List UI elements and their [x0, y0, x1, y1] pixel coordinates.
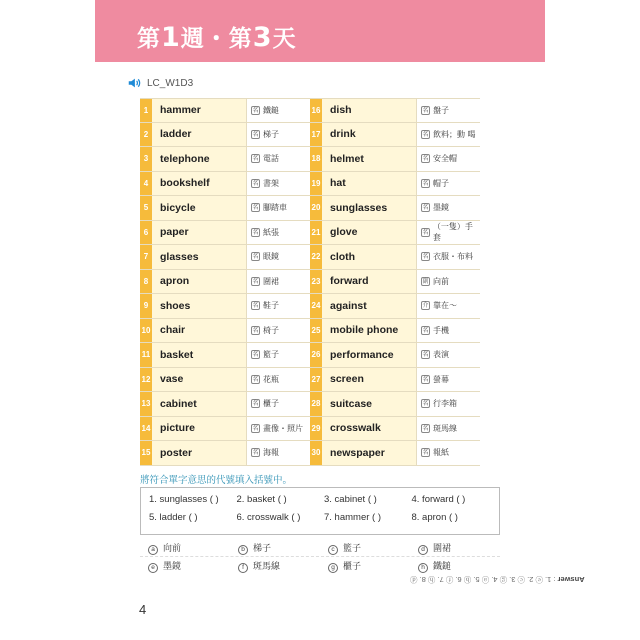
vocab-meaning: 腳踏車 — [263, 203, 287, 213]
vocab-meaning-cell — [417, 221, 480, 245]
part-of-speech-badge: 名 — [252, 130, 259, 138]
part-of-speech-badge: 名 — [422, 155, 429, 163]
vocab-meaning: 靠在～ — [433, 301, 457, 311]
exercise-question[interactable]: 7. hammer ( ) — [324, 512, 382, 523]
vocab-row — [310, 270, 480, 295]
vocab-word: chair — [152, 319, 247, 343]
vocab-word: bicycle — [152, 196, 247, 220]
vocab-meaning: 報紙 — [433, 448, 449, 458]
speaker-icon[interactable] — [127, 76, 141, 90]
vocab-row — [310, 172, 480, 197]
vocab-number: 21 — [310, 221, 322, 245]
answer-option — [230, 559, 320, 573]
vocab-meaning-cell — [417, 368, 480, 392]
vocab-number: 9 — [140, 294, 152, 318]
vocab-meaning: 眼鏡 — [263, 252, 279, 262]
vocab-meaning-cell — [417, 392, 480, 416]
part-of-speech-badge: 名 — [422, 130, 429, 138]
vocab-row — [310, 245, 480, 270]
vocab-meaning-cell — [247, 392, 310, 416]
vocab-table — [140, 98, 606, 466]
exercise-row — [149, 512, 499, 530]
vocab-column-left — [140, 98, 310, 466]
vocab-word: against — [322, 294, 417, 318]
part-of-speech-badge: 名 — [252, 253, 259, 261]
vocab-row — [310, 123, 480, 148]
vocab-number: 16 — [310, 99, 322, 122]
vocab-word: poster — [152, 441, 247, 465]
part-of-speech-badge: 名 — [252, 106, 259, 114]
option-text: 向前 — [163, 543, 182, 554]
vocab-meaning-cell — [247, 294, 310, 318]
option-letter: h — [418, 563, 428, 573]
vocab-row — [140, 368, 310, 393]
part-of-speech-badge: 名 — [252, 155, 259, 163]
page-title — [137, 20, 297, 53]
option-letter: b — [238, 545, 248, 555]
part-of-speech-badge: 名 — [252, 179, 259, 187]
day-header — [95, 0, 545, 62]
vocab-row — [140, 270, 310, 295]
vocab-number: 27 — [310, 368, 322, 392]
vocab-row — [310, 294, 480, 319]
vocab-meaning-cell — [417, 294, 480, 318]
vocab-meaning-cell — [247, 417, 310, 441]
part-of-speech-badge: 名 — [422, 326, 429, 334]
vocab-meaning-cell — [247, 196, 310, 220]
vocab-meaning: 安全帽 — [433, 154, 457, 164]
vocab-meaning-cell — [247, 123, 310, 147]
vocab-number: 25 — [310, 319, 322, 343]
part-of-speech-badge: 名 — [252, 449, 259, 457]
vocab-meaning-cell — [247, 147, 310, 171]
audio-track[interactable] — [127, 75, 193, 91]
vocab-word: hammer — [152, 99, 247, 122]
part-of-speech-badge: 名 — [252, 375, 259, 383]
vocab-meaning: 籃子 — [263, 350, 279, 360]
part-of-speech-badge: 名 — [252, 302, 259, 310]
vocab-meaning-cell — [417, 123, 480, 147]
exercise-question[interactable]: 5. ladder ( ) — [149, 512, 198, 523]
vocab-row — [310, 417, 480, 442]
exercise-question[interactable]: 2. basket ( ) — [236, 494, 287, 505]
vocab-word: cloth — [322, 245, 417, 269]
vocab-meaning: 鐵鎚 — [263, 105, 279, 115]
vocab-word: cabinet — [152, 392, 247, 416]
vocab-meaning-cell — [247, 343, 310, 367]
option-text: 墨鏡 — [163, 562, 182, 572]
vocab-number: 12 — [140, 368, 152, 392]
vocab-number: 1 — [140, 99, 152, 122]
vocab-number: 3 — [140, 147, 152, 171]
vocab-meaning-cell — [247, 441, 310, 465]
part-of-speech-badge: 名 — [252, 400, 259, 408]
option-letter: g — [328, 563, 338, 573]
exercise-question[interactable]: 3. cabinet ( ) — [324, 494, 377, 505]
answer-option — [410, 559, 500, 573]
option-text: 圍裙 — [433, 543, 452, 554]
vocab-meaning: 櫃子 — [263, 399, 279, 409]
vocab-meaning-cell — [247, 245, 310, 269]
answer-option — [410, 541, 500, 555]
vocab-meaning-cell — [417, 172, 480, 196]
part-of-speech-badge: 名 — [422, 179, 429, 187]
vocab-word: newspaper — [322, 441, 417, 465]
vocab-word: crosswalk — [322, 417, 417, 441]
vocab-row — [140, 196, 310, 221]
vocab-meaning: 帽子 — [433, 178, 449, 188]
vocab-meaning: 書架 — [263, 178, 279, 188]
part-of-speech-badge: 名 — [422, 106, 429, 114]
part-of-speech-badge: 名 — [252, 326, 259, 334]
option-letter: c — [328, 545, 338, 555]
vocab-word: sunglasses — [322, 196, 417, 220]
vocab-row — [310, 221, 480, 246]
day-number: 3 — [252, 22, 273, 53]
vocab-meaning: 紙張 — [263, 227, 279, 237]
exercise-question[interactable]: 1. sunglasses ( ) — [149, 494, 219, 505]
answer-text: 1. ⓔ 2. ⓒ 3. ⓖ 4. ⓐ 5. ⓑ 6. ⓕ 7. ⓗ 8. ⓓ — [410, 575, 552, 584]
vocab-meaning-cell — [417, 441, 480, 465]
option-letter: d — [418, 545, 428, 555]
vocab-word: picture — [152, 417, 247, 441]
vocab-word: performance — [322, 343, 417, 367]
answer-label: Answer — [557, 575, 585, 584]
vocab-meaning: 椅子 — [263, 325, 279, 335]
vocab-number: 14 — [140, 417, 152, 441]
vocab-number: 4 — [140, 172, 152, 196]
vocab-word: ladder — [152, 123, 247, 147]
vocab-number: 29 — [310, 417, 322, 441]
vocab-row — [310, 196, 480, 221]
vocab-word: apron — [152, 270, 247, 294]
title-prefix: 第 — [137, 26, 161, 52]
vocab-word: bookshelf — [152, 172, 247, 196]
vocab-word: glove — [322, 221, 417, 245]
vocab-number: 6 — [140, 221, 152, 245]
vocab-number: 24 — [310, 294, 322, 318]
option-row — [140, 557, 500, 575]
vocab-number: 17 — [310, 123, 322, 147]
vocab-number: 22 — [310, 245, 322, 269]
vocab-meaning: 螢幕 — [433, 374, 449, 384]
vocab-row — [140, 294, 310, 319]
part-of-speech-badge: 名 — [422, 375, 429, 383]
vocab-column-right — [310, 98, 480, 466]
answer-option — [230, 541, 320, 555]
exercise-question[interactable]: 4. forward ( ) — [411, 494, 466, 505]
vocab-meaning-cell — [247, 319, 310, 343]
vocab-row — [310, 392, 480, 417]
title-mid: 週・第 — [180, 26, 253, 52]
vocab-word: drink — [322, 123, 417, 147]
title-suffix: 天 — [272, 26, 297, 52]
option-row — [140, 539, 500, 557]
vocab-word: glasses — [152, 245, 247, 269]
vocab-row — [140, 245, 310, 270]
vocab-word: hat — [322, 172, 417, 196]
vocab-row — [310, 98, 480, 123]
exercise-questions — [140, 487, 500, 535]
vocab-meaning-cell — [417, 196, 480, 220]
vocab-meaning: 墨鏡 — [433, 203, 449, 213]
part-of-speech-badge: 副 — [422, 277, 429, 285]
exercise-question[interactable]: 8. apron ( ) — [411, 512, 458, 523]
vocab-meaning: 手機 — [433, 325, 449, 335]
vocab-row — [140, 147, 310, 172]
audio-label: LC_W1D3 — [147, 77, 194, 89]
vocab-number: 5 — [140, 196, 152, 220]
vocab-meaning-cell — [247, 368, 310, 392]
vocab-meaning: 斑馬線 — [433, 423, 457, 433]
vocab-meaning-cell — [417, 417, 480, 441]
vocab-number: 11 — [140, 343, 152, 367]
vocab-meaning: （一隻）手套 — [432, 222, 473, 243]
vocab-number: 19 — [310, 172, 322, 196]
vocab-row — [310, 368, 480, 393]
vocab-word: forward — [322, 270, 417, 294]
vocab-number: 30 — [310, 441, 322, 465]
vocab-number: 15 — [140, 441, 152, 465]
part-of-speech-badge: 名 — [422, 400, 429, 408]
part-of-speech-badge: 名 — [422, 204, 429, 212]
vocab-row — [310, 343, 480, 368]
exercise-instruction: 將符合單字意思的代號填入括號中。 — [140, 475, 293, 486]
vocab-row — [140, 221, 310, 246]
vocab-word: basket — [152, 343, 247, 367]
vocab-meaning: 電話 — [263, 154, 279, 164]
vocab-row — [140, 417, 310, 442]
answer-option — [320, 559, 410, 573]
vocab-word: vase — [152, 368, 247, 392]
vocab-meaning: 花瓶 — [263, 374, 279, 384]
vocab-row — [140, 98, 310, 123]
part-of-speech-badge: 名 — [252, 204, 259, 212]
option-letter: a — [148, 545, 158, 555]
vocab-number: 26 — [310, 343, 322, 367]
vocab-meaning-cell — [247, 172, 310, 196]
answer-option — [140, 559, 230, 573]
option-text: 斑馬線 — [253, 562, 281, 572]
vocab-row — [140, 172, 310, 197]
vocab-meaning: 海報 — [263, 448, 279, 458]
vocab-word: screen — [322, 368, 417, 392]
vocab-row — [140, 319, 310, 344]
part-of-speech-badge: 名 — [422, 351, 429, 359]
vocab-meaning-cell — [417, 245, 480, 269]
part-of-speech-badge: 名 — [252, 277, 259, 285]
part-of-speech-badge: 名 — [252, 424, 259, 432]
option-text: 籃子 — [343, 543, 362, 554]
vocab-meaning-cell — [247, 99, 310, 122]
vocab-row — [140, 392, 310, 417]
vocab-meaning: 衣服・布料 — [433, 252, 473, 262]
vocab-meaning: 表演 — [433, 350, 449, 360]
part-of-speech-badge: 名 — [422, 253, 429, 261]
week-number: 1 — [161, 22, 181, 53]
vocab-meaning-cell — [417, 343, 480, 367]
vocab-number: 18 — [310, 147, 322, 171]
vocab-meaning: 盤子 — [433, 105, 449, 115]
vocab-word: telephone — [152, 147, 247, 171]
vocab-meaning-cell — [247, 270, 310, 294]
vocab-meaning-cell — [417, 319, 480, 343]
vocab-meaning-cell — [247, 221, 310, 245]
vocab-meaning: 向前 — [433, 276, 449, 286]
vocab-meaning: 梯子 — [263, 129, 279, 139]
page-number: 4 — [139, 602, 147, 617]
vocab-meaning-cell — [417, 270, 480, 294]
vocab-number: 20 — [310, 196, 322, 220]
option-letter: f — [238, 563, 248, 573]
vocab-meaning: 鞋子 — [263, 301, 279, 311]
vocab-row — [140, 123, 310, 148]
part-of-speech-badge: 介 — [422, 302, 429, 310]
exercise-section — [140, 487, 500, 575]
vocab-meaning-cell — [417, 99, 480, 122]
vocab-row — [310, 441, 480, 466]
vocab-word: suitcase — [322, 392, 417, 416]
option-text: 梯子 — [253, 543, 272, 554]
vocab-meaning: 圍裙 — [263, 276, 279, 286]
vocab-number: 7 — [140, 245, 152, 269]
answer-option — [140, 541, 230, 555]
vocab-word: dish — [322, 99, 417, 122]
vocab-row — [310, 319, 480, 344]
vocab-word: helmet — [322, 147, 417, 171]
vocab-row — [140, 343, 310, 368]
vocab-word: mobile phone — [322, 319, 417, 343]
vocab-number: 2 — [140, 123, 152, 147]
vocab-number: 23 — [310, 270, 322, 294]
vocab-meaning: 行李箱 — [433, 399, 457, 409]
exercise-question[interactable]: 6. crosswalk ( ) — [236, 512, 301, 523]
exercise-row — [149, 494, 499, 512]
vocab-number: 8 — [140, 270, 152, 294]
vocab-meaning: 畫像・照片 — [263, 423, 303, 433]
part-of-speech-badge: 名 — [252, 228, 259, 236]
vocab-row — [140, 441, 310, 466]
answer-option — [320, 541, 410, 555]
part-of-speech-badge: 名 — [422, 424, 429, 432]
part-of-speech-badge: 名 — [422, 449, 429, 457]
vocab-row — [310, 147, 480, 172]
vocab-word: paper — [152, 221, 247, 245]
vocab-number: 10 — [140, 319, 152, 343]
exercise-options — [140, 539, 500, 575]
vocab-meaning: 飲料；動 喝 — [433, 129, 476, 139]
vocab-word: shoes — [152, 294, 247, 318]
vocab-number: 28 — [310, 392, 322, 416]
answer-key: Answer : 1. ⓔ 2. ⓒ 3. ⓖ 4. ⓐ 5. ⓑ 6. ⓕ 7. ⓗ 8. ⓓ — [410, 575, 585, 584]
vocab-number: 13 — [140, 392, 152, 416]
option-letter: e — [148, 563, 158, 573]
vocab-meaning-cell — [417, 147, 480, 171]
option-text: 鐵鎚 — [433, 562, 452, 572]
option-text: 櫃子 — [343, 562, 362, 572]
part-of-speech-badge: 名 — [422, 228, 429, 236]
part-of-speech-badge: 名 — [252, 351, 259, 359]
